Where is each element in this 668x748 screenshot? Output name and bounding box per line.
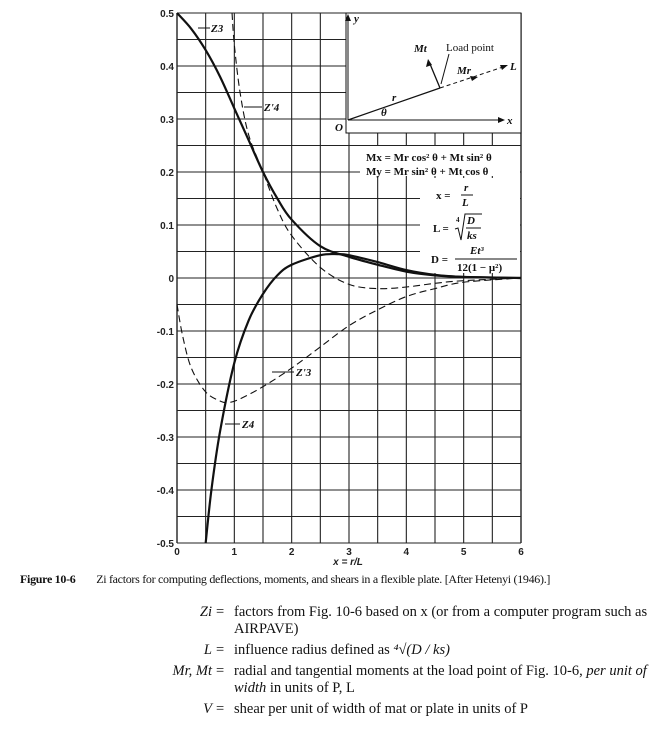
x-def-num: r: [464, 182, 469, 194]
definition-row: [100, 642, 660, 659]
inset-L-label: L: [510, 61, 517, 73]
y-tick-label: -0.5: [156, 539, 174, 550]
definition-row: [100, 604, 660, 638]
inset-y-label: y: [354, 13, 359, 25]
figure-caption: [20, 572, 550, 587]
definition-row: [100, 663, 660, 697]
y-tick-label: -0.4: [156, 486, 174, 497]
x-tick-label: 2: [288, 547, 295, 558]
definition-symbol: Zi: [199, 604, 212, 620]
mx-formula: Mx = Mr cos² θ + Mt sin² θ: [366, 152, 492, 164]
L-def-num: D: [467, 215, 475, 227]
definition-text: factors from Fig. 10-6 based on x (or from a computer program such as AIRPAVE): [234, 604, 648, 637]
label-z4-prime: Z'4: [264, 102, 280, 114]
definition-symbol: Mr, Mt: [172, 663, 212, 680]
y-tick-label: -0.1: [156, 327, 174, 338]
y-tick-label: 0.3: [160, 115, 174, 126]
L-def-lhs: L =: [433, 223, 449, 235]
definition-text-after: in units of P, L: [269, 680, 355, 697]
x-tick-label: 6: [518, 547, 524, 558]
label-z3: Z3: [211, 23, 224, 35]
inset-r-label: r: [392, 92, 397, 104]
definition-row: [100, 701, 660, 718]
definition-text: influence radius defined as: [234, 642, 390, 658]
x-def-den: L: [462, 197, 469, 209]
x-axis-label: x = r/L: [333, 557, 363, 568]
x-tick-label: 3: [346, 547, 352, 558]
y-tick-label: 0.4: [160, 62, 174, 73]
y-tick-label: -0.2: [156, 380, 174, 391]
D-def-num: Et³: [470, 245, 484, 257]
definition-symbol: L: [203, 642, 212, 658]
D-def-lhs: D =: [431, 254, 448, 266]
label-z3-prime: Z'3: [296, 367, 312, 379]
L-def-den: ks: [467, 230, 477, 242]
mr-label: Mr: [457, 65, 472, 77]
definition-italic-text: per unit of width: [234, 663, 647, 697]
equals-sign: =: [216, 701, 225, 718]
y-tick-label: -0.3: [156, 433, 174, 444]
series-line-z4: [206, 254, 521, 543]
x-tick-label: 1: [231, 547, 238, 558]
definition-text: radial and tangential moments at the load point of Fig. 10-6,: [234, 663, 583, 680]
y-tick-label: 0: [168, 274, 174, 285]
definitions-list: [100, 604, 660, 722]
definition-text: shear per unit of width of mat or plate in units of P: [234, 701, 528, 718]
L-def-root-index: 4: [456, 216, 460, 224]
y-tick-label: 0.2: [160, 168, 174, 179]
definition-symbol: V: [203, 701, 212, 718]
label-z4: Z4: [242, 419, 255, 431]
inset-x-label: x: [507, 115, 513, 127]
x-tick-label: 0: [174, 547, 180, 558]
y-tick-label: 0.1: [160, 221, 174, 232]
x-tick-label: 5: [460, 547, 467, 558]
inset-origin-label: O: [335, 122, 343, 134]
curve-labels: [198, 23, 312, 431]
x-tick-label: 4: [403, 547, 410, 558]
mt-label: Mt: [414, 43, 427, 55]
equals-sign: =: [216, 663, 225, 680]
equals-sign: =: [216, 642, 225, 658]
my-formula: My = Mr sin² θ + Mt cos θ: [366, 166, 489, 178]
y-tick-label: 0.5: [160, 9, 174, 20]
figure-number: Figure 10-6: [20, 572, 76, 586]
x-def-lhs: x =: [436, 190, 451, 202]
equals-sign: =: [216, 604, 225, 620]
load-point-label: Load point: [446, 42, 494, 54]
caption-text: Zi factors for computing deflections, moments, and shears in a flexible plate. [After Hetenyi (1946).]: [96, 572, 551, 586]
inset-theta-label: θ: [381, 107, 387, 119]
D-def-den: 12(1 − μ²): [457, 262, 503, 274]
definition-math: ⁴√(D / ks): [393, 642, 450, 659]
